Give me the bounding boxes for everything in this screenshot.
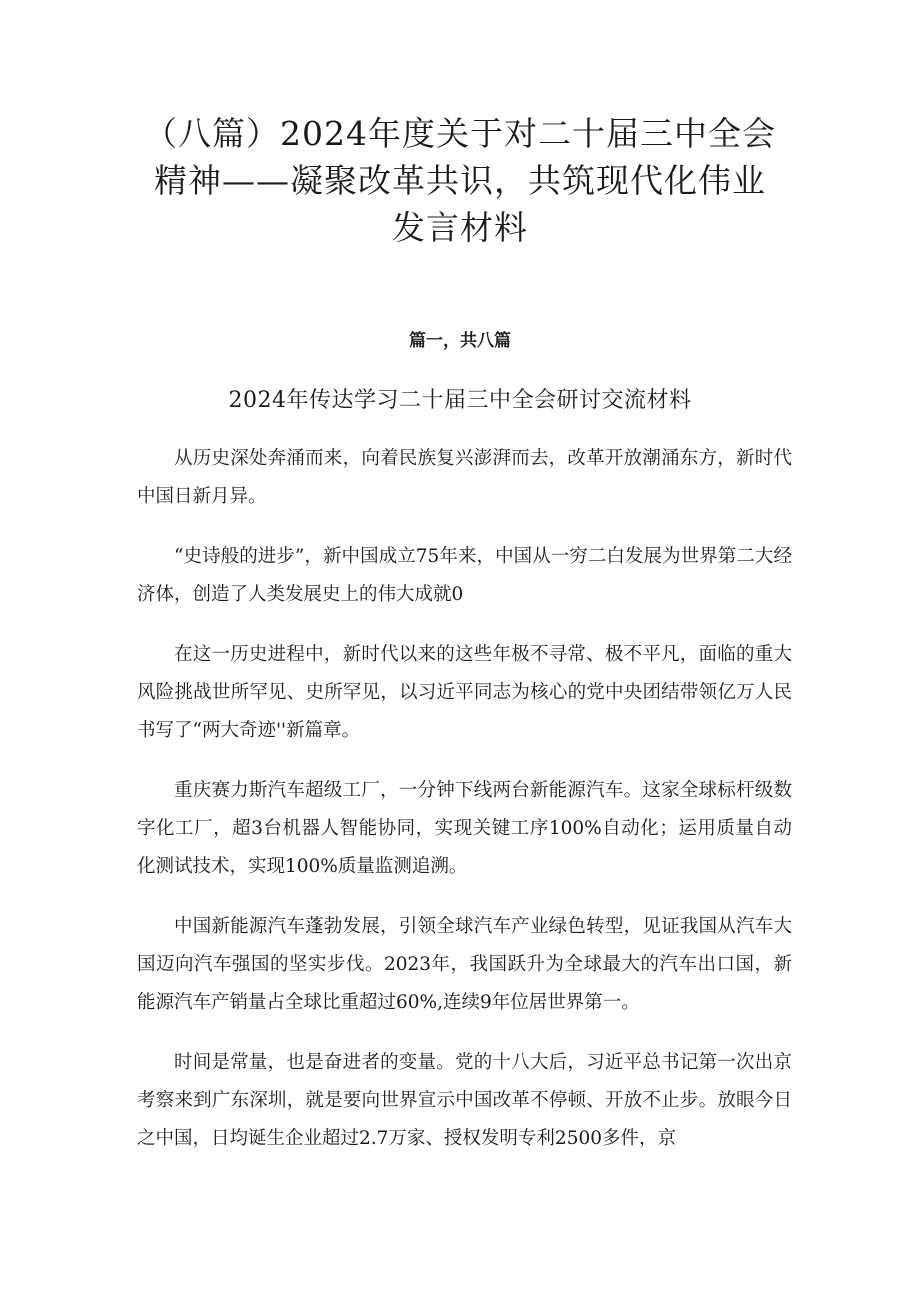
article-body [137,440,792,1180]
title-line-3: 发言材料 [392,208,528,247]
article-subtitle: 2024年传达学习二十届三中全会研讨交流材料 [228,388,692,413]
paragraph: 中国新能源汽车蓬勃发展，引领全球汽车产业绿色转型，见证我国从汽车大国迈向汽车强国的坚实步伐。2023年，我国跃升为全球最大的汽车出口国，新能源汽车产销量占全球比重超过60%,连续9年位居世界第一。 [137,916,792,1013]
paragraph: 在这一历史进程中，新时代以来的这些年极不寻常、极不平凡，面临的重大风险挑战世所罕见、史所罕见，以习近平同志为核心的党中央团结带领亿万人民书写了“两大奇迹''新篇章。 [137,644,792,741]
title-line-2: 精神——凝聚改革共识，共筑现代化伟业 [154,161,766,200]
section-label: 篇一，共八篇 [409,331,511,351]
paragraph: 重庆赛力斯汽车超级工厂，一分钟下线两台新能源汽车。这家全球标杆级数字化工厂，超3台机器人智能协同，实现关键工序100%自动化；运用质量自动化测试技术，实现100%质量监测追溯。 [137,780,792,877]
paragraph: “史诗般的进步”，新中国成立75年来，中国从一穷二白发展为世界第二大经济体，创造了人类发展史上的伟大成就0 [137,546,792,605]
paragraph: 时间是常量，也是奋进者的变量。党的十八大后，习近平总书记第一次出京考察来到广东深圳，就是要向世界宣示中国改革不停顿、开放不止步。放眼今日之中国，日均诞生企业超过2.7万家、授权发明专利2500多件，京 [137,1052,792,1149]
title-line-1: （八篇）2024年度关于对二十届三中全会 [144,114,776,153]
paragraph: 从历史深处奔涌而来，向着民族复兴澎湃而去，改革开放潮涌东方，新时代中国日新月异。 [137,448,792,507]
document-title [110,110,810,251]
